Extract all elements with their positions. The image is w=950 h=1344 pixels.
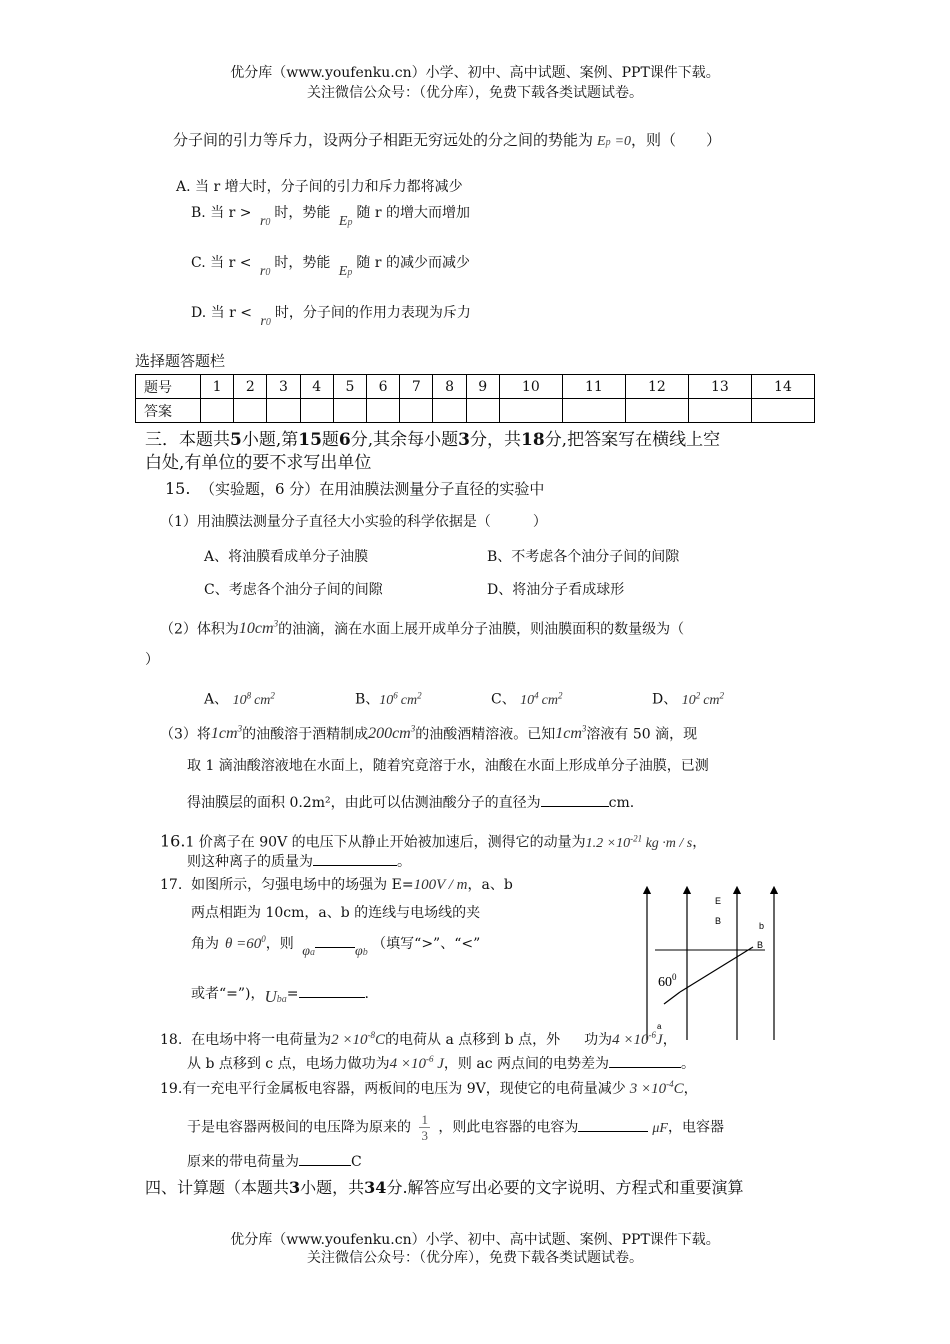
question-number: 6	[367, 375, 400, 399]
row-label: 题号	[136, 375, 201, 399]
q15-s2-option-d: D、 $10^2$ $cm^2$	[652, 690, 725, 708]
ep-symbol: Ep	[338, 214, 353, 229]
q15-sub2: （2）体积为$10cm^3$的油滴，滴在水面上展开成单分子油膜，则油膜面积的数量级为（	[160, 619, 685, 638]
footer-line-1: 优分库（www.youfenku.cn）小学、初中、高中试题、案例、PPT课件下载。	[230, 1232, 720, 1248]
answer-cell[interactable]	[267, 399, 300, 423]
label-B2: B	[757, 940, 764, 950]
label-a: a	[657, 1022, 662, 1031]
question-number: 1	[201, 375, 234, 399]
section-4-heading: 四、计算题（本题共3小题，共34分.解答应写出必要的文字说明、方程式和重要演算	[145, 1178, 744, 1197]
q16-line-2: 则这种离子的质量为 。	[187, 854, 411, 870]
q17-line-3: 角为 $\theta =60^0$，则 φa φb （填写“>”、“<”	[191, 934, 481, 959]
q17-line-1: 17. 如图所示，匀强电场中的场强为 E=100V / m，a、b	[160, 877, 513, 893]
q18-line-1: 18. 在电场中将一电荷量为$2 \times 10^{-8}C$的电荷从 a 点移到 b 点，外 功为$4 \times 10^{-6}J$，	[160, 1030, 677, 1048]
label-b: b	[759, 921, 765, 931]
answer-blank[interactable]	[609, 1067, 681, 1068]
label-B: B	[715, 916, 722, 926]
q15-s2-option-c: C、 $10^4$ $cm^2$	[491, 690, 563, 708]
angle-label: $60^0$	[658, 972, 677, 990]
question-number: 4	[300, 375, 333, 399]
answer-cell[interactable]	[751, 399, 814, 423]
q15-sub3-line-2: 取 1 滴油酸溶液地在水面上，随着究竟溶于水，油酸在水面上形成单分子油膜，已测	[187, 758, 709, 774]
answer-cell[interactable]	[499, 399, 562, 423]
q14-option-b: B. 当 r > r0时，势能 Ep随 r 的增大而增加	[191, 205, 471, 229]
r0-symbol: r0	[259, 214, 271, 229]
q19-line-3: 原来的带电荷量为 C	[187, 1154, 362, 1170]
q15-s1-option-d: D、将油分子看成球形	[487, 582, 625, 598]
q15-title: 15. （实验题，6 分）在用油膜法测量分子直径的实验中	[165, 479, 545, 498]
question-number: 14	[751, 375, 814, 399]
answer-cell[interactable]	[625, 399, 688, 423]
answer-cell[interactable]	[562, 399, 625, 423]
answer-cell[interactable]	[201, 399, 234, 423]
q15-sub1: （1）用油膜法测量分子直径大小实验的科学依据是（ ）	[160, 514, 547, 530]
section-3-heading-line-2: 白处,有单位的要不求写出单位	[145, 453, 372, 473]
question-number: 3	[267, 375, 300, 399]
r0-symbol: r0	[259, 264, 271, 279]
answer-cell[interactable]	[300, 399, 333, 423]
question-number: 2	[234, 375, 267, 399]
question-number: 10	[499, 375, 562, 399]
q14-stem: 分子间的引力等斥力，设两分子相距无穷远处的分之间的势能为 Ep =0，则（ ）	[173, 131, 722, 149]
q15-s2-option-a: A、 $10^8$ $cm^2$	[204, 690, 275, 708]
q17-line-2: 两点相距为 10cm，a、b 的连线与电场线的夹	[191, 905, 481, 921]
ab-segment	[680, 947, 753, 992]
q15-sub3-line-3: 得油膜层的面积 0.2m²，由此可以估测油酸分子的直径为 cm.	[187, 795, 635, 811]
q19-line-1: 19.有一充电平行金属板电容器，两板间的电压为 9V，现使它的电荷量减少 $3 \times 10^{-4}C$，	[160, 1079, 698, 1097]
q15-s1-option-b: B、不考虑各个油分子间的间隙	[487, 549, 680, 565]
section-3-heading: 三．本题共5小题,第15题6分,其余每小题3分，共18分,把答案写在横线上空	[145, 430, 721, 450]
fraction: $\frac{1}{3}$	[421, 1112, 428, 1143]
compare-blank[interactable]	[315, 947, 355, 948]
question-number: 8	[433, 375, 466, 399]
answer-cell[interactable]	[433, 399, 466, 423]
question-number: 7	[400, 375, 433, 399]
answer-cell[interactable]	[400, 399, 433, 423]
q16-line-1: 16.1 价离子在 90V 的电压下从静止开始被加速后，测得它的动量为$1.2 \times 10^{-21}$ kg ·m / s，	[160, 831, 707, 851]
footer-line-2: 关注微信公众号：（优分库），免费下载各类试题试卷。	[307, 1250, 643, 1266]
answer-blank[interactable]	[541, 806, 609, 807]
question-number: 11	[562, 375, 625, 399]
q15-sub2-end: ）	[145, 652, 159, 668]
table-row	[136, 399, 815, 423]
q19-line-2: 于是电容器两极间的电压降为原来的 $\frac{1}{3}$ ，则此电容器的电容为 μF，电容器	[187, 1112, 724, 1143]
answer-cell[interactable]	[688, 399, 751, 423]
answer-table-caption: 选择题答题栏	[135, 352, 226, 370]
question-number: 13	[688, 375, 751, 399]
answer-blank[interactable]	[313, 865, 397, 866]
answer-cell[interactable]	[367, 399, 400, 423]
ep-symbol: Ep =0	[597, 134, 632, 149]
field-figure	[630, 880, 780, 1040]
r0-symbol: r0	[260, 314, 271, 329]
answer-blank[interactable]	[578, 1131, 648, 1132]
answer-cell[interactable]	[466, 399, 499, 423]
answer-blank[interactable]	[299, 1165, 351, 1166]
header-line-1: 优分库（www.youfenku.cn）小学、初中、高中试题、案例、PPT课件下载。	[230, 65, 720, 81]
q15-s2-option-b: B、$10^6$ $cm^2$	[355, 690, 422, 708]
ab-segment	[664, 992, 680, 1004]
question-number: 12	[625, 375, 688, 399]
q15-s1-option-c: C、考虑各个油分子间的间隙	[204, 582, 383, 598]
q18-line-2: 从 b 点移到 c 点，电场力做功为$4 \times 10^{-6}$ J，则 ac 两点间的电势差为 。	[187, 1054, 695, 1072]
question-number: 9	[466, 375, 499, 399]
q15-sub3: （3）将$1cm^3$的油酸溶于酒精制成$200cm^3$的油酸酒精溶液。已知$1cm^3$溶液有 50 滴，现	[160, 724, 698, 743]
question-number: 5	[333, 375, 366, 399]
answer-cell[interactable]	[333, 399, 366, 423]
answer-blank[interactable]	[299, 997, 365, 998]
q15-s1-option-a: A、将油膜看成单分子油膜	[204, 549, 369, 565]
q14-option-d: D. 当 r < r0时，分子间的作用力表现为斥力	[191, 305, 471, 329]
row-label: 答案	[136, 399, 201, 423]
label-E: E	[715, 896, 722, 906]
volume-value: $10cm^3$	[238, 619, 279, 638]
ep-symbol: Ep	[338, 264, 353, 279]
answer-table	[135, 374, 815, 423]
q14-option-a: A. 当 r 增大时，分子间的引力和斥力都将减少	[176, 179, 463, 195]
answer-cell[interactable]	[234, 399, 267, 423]
table-row	[136, 375, 815, 399]
q14-option-c: C. 当 r < r0时，势能 Ep随 r 的减少而减少	[191, 255, 470, 279]
q17-line-4: 或者“=”)，Uba= .	[191, 986, 369, 1006]
header-line-2: 关注微信公众号：（优分库），免费下载各类试题试卷。	[307, 85, 643, 101]
